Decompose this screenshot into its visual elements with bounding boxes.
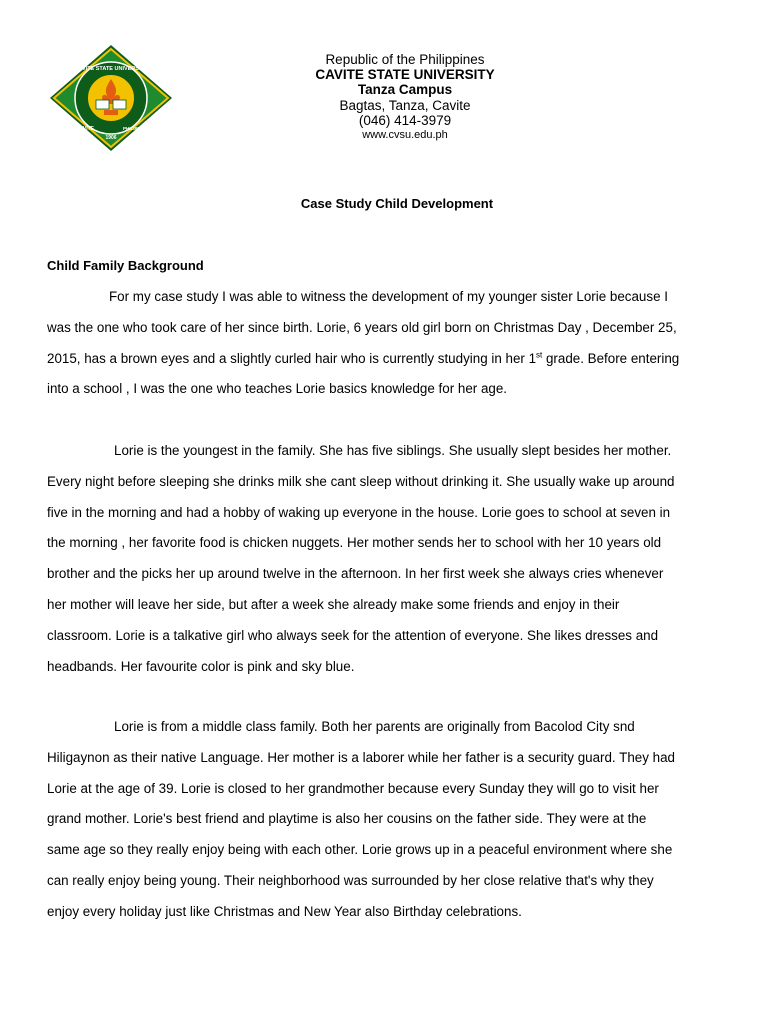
paragraph-line <box>47 344 722 375</box>
campus-address: Bagtas, Tanza, Cavite <box>339 97 471 113</box>
seal-ring-text-left: CAVITE <box>76 126 94 132</box>
paragraph-line: enjoy every holiday just like Christmas and New Year also Birthday celebrations. <box>47 903 522 919</box>
paragraph-line: grand mother. Lorie's best friend and playtime is also her cousins on the father side. They were at the <box>47 811 647 827</box>
paragraph-line: classroom. Lorie is a talkative girl who always seek for the attention of everyone. She likes dresses and <box>47 627 659 643</box>
university-name: CAVITE STATE UNIVERSITY <box>315 67 495 83</box>
seal-ring-text-right: PHILIPPINES <box>122 126 152 131</box>
seal-ring-text-top: CAVITE STATE UNIVERSITY <box>74 66 148 72</box>
document-title: Case Study Child Development <box>300 196 494 211</box>
seal-year: 1906 <box>105 135 117 141</box>
paragraph-line: into a school , I was the one who teaches Lorie basics knowledge for her age. <box>47 381 508 397</box>
paragraph-line: Hiligaynon as their native Language. Her mother is a laborer while her father is a security guard. They had <box>47 749 675 765</box>
paragraph-2 <box>47 436 722 682</box>
paragraph-line: brother and the picks her up around twelve in the afternoon. In her first week she always cries whenever <box>47 566 664 582</box>
paragraph-line: her mother will leave her side, but after a week she already make some friends and enjoy in their <box>47 596 620 612</box>
paragraph-1 <box>47 282 722 405</box>
paragraph-line: headbands. Her favourite color is pink and sky blue. <box>47 658 355 674</box>
paragraph-line: Lorie is from a middle class family. Both her parents are originally from Bacolod City snd <box>114 719 635 734</box>
paragraph-3 <box>47 712 722 928</box>
line-text: 2015, has a brown eyes and a slightly curled hair who is currently studying in her 1 <box>47 350 537 366</box>
paragraph-line: Every night before sleeping she drinks milk she cant sleep without drinking it. She usually wake up around <box>47 473 675 489</box>
section-heading: Child Family Background <box>47 258 204 273</box>
campus-name: Tanza Campus <box>357 82 453 98</box>
university-website: www.cvsu.edu.ph <box>362 129 448 142</box>
paragraph-line: was the one who took care of her since birth. Lorie, 6 years old girl born on Christmas Day , December 25, <box>47 319 677 335</box>
paragraph-line: For my case study I was able to witness the development of my younger sister Lorie because I <box>109 289 668 304</box>
line-text: grade. Before entering <box>542 350 680 366</box>
ordinal-suffix: st <box>536 350 543 360</box>
university-seal-icon <box>48 43 174 153</box>
paragraph-line: the morning , her favorite food is chicken nuggets. Her mother sends her to school with her 10 years old <box>47 535 662 551</box>
paragraph-line: Lorie is the youngest in the family. She has five siblings. She usually slept besides her mother. <box>114 443 672 458</box>
campus-phone: (046) 414-3979 <box>358 112 452 128</box>
paragraph-line: can really enjoy being young. Their neighborhood was surrounded by her close relative that's why they <box>47 872 654 888</box>
republic-line: Republic of the Philippines <box>325 52 485 67</box>
paragraph-line: Lorie at the age of 39. Lorie is closed to her grandmother because every Sunday they will go to visit her <box>47 780 659 796</box>
paragraph-line: same age so they really enjoy being with each other. Lorie grows up in a peaceful environment where she <box>47 842 673 858</box>
letterhead <box>250 52 560 142</box>
paragraph-line: five in the morning and had a hobby of waking up everyone in the house. Lorie goes to school at seven in <box>47 504 671 520</box>
